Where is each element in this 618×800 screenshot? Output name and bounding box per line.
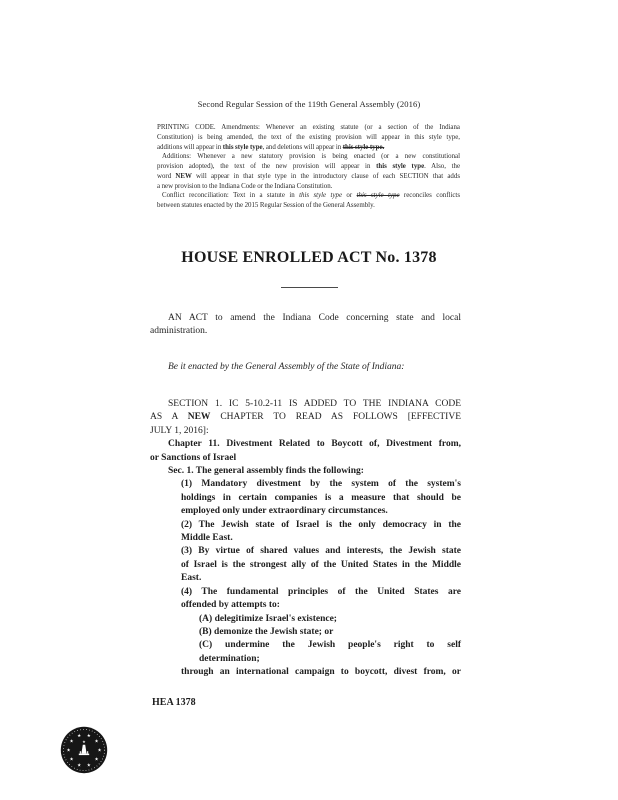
text-segment: (B) demonize the Jewish state; or (199, 626, 334, 637)
text-segment: NEW (175, 172, 192, 180)
text-segment: NEW (187, 412, 211, 423)
doc-line (150, 545, 461, 558)
doc-line (150, 505, 461, 518)
text-segment: this style type (299, 192, 343, 200)
svg-text:★: ★ (82, 738, 86, 744)
svg-text:★: ★ (69, 757, 74, 763)
doc-line (150, 559, 461, 572)
text-segment: Sec. 1. The general assembly finds the following: (168, 466, 364, 477)
doc-line (150, 519, 461, 532)
svg-text:★: ★ (69, 739, 74, 745)
svg-text:★: ★ (66, 748, 71, 754)
doc-line (150, 572, 461, 585)
doc-line (150, 325, 461, 338)
text-segment: provision adopted), the text of the new provision will appear in (157, 163, 377, 170)
text-segment: Additions: Whenever a new statutory provision is being enacted (or a new constitutional (162, 153, 460, 161)
text-segment: (2) The Jewish state of Israel is the only democracy in the (181, 519, 461, 530)
svg-text:★: ★ (77, 763, 82, 769)
doc-line (150, 425, 461, 438)
text-segment: AS A (150, 412, 188, 423)
text-segment: determination; (199, 653, 260, 664)
doc-line (150, 666, 461, 679)
text-segment: East. (181, 573, 202, 584)
printing-code-block (157, 123, 460, 211)
text-segment: additions will appear in (157, 143, 223, 151)
text-segment: Middle East. (181, 533, 233, 544)
enacting-clause: Be it enacted by the General Assembly of the State of Indiana: (168, 362, 405, 372)
text-segment: Conflict reconciliation: Text in a statute in (162, 192, 300, 200)
act-description (150, 312, 461, 339)
text-segment: a new provision to the Indiana Code or the Indiana Constitution. (157, 182, 333, 190)
text-segment: PRINTING CODE. Amendments: Whenever an existing statute (or a section of the Indiana (157, 124, 460, 131)
bill-body (150, 398, 461, 680)
svg-text:★: ★ (77, 733, 82, 739)
text-segment: word (157, 172, 176, 180)
text-segment: , and deletions will appear in (262, 143, 343, 151)
text-segment: this style type. (342, 143, 385, 151)
text-segment: reconciles conflicts (399, 192, 461, 200)
svg-text:★: ★ (97, 748, 102, 754)
doc-line (150, 478, 461, 491)
text-segment: or Sanctions of Israel (150, 452, 237, 463)
text-segment: . Also, the (424, 163, 461, 170)
doc-line (150, 586, 461, 599)
text-segment: AN ACT to amend the Indiana Code concerning state and local (168, 313, 461, 323)
doc-line (150, 653, 461, 666)
doc-line (157, 172, 460, 182)
title-divider (281, 287, 338, 288)
session-header: Second Regular Session of the 119th General Assembly (2016) (197, 99, 421, 109)
doc-line (157, 182, 460, 192)
text-segment: offended by attempts to: (181, 600, 280, 611)
doc-line (157, 143, 460, 153)
state-seal-icon (59, 725, 109, 775)
doc-line (157, 191, 460, 201)
text-segment: between statutes enacted by the 2015 Regular Session of the General Assembly. (157, 202, 375, 209)
doc-line (150, 639, 461, 652)
text-segment: this style type (376, 163, 425, 170)
doc-line (150, 465, 461, 478)
doc-line (150, 438, 461, 451)
text-segment: will appear in that style type in the introductory clause of each SECTION that adds (191, 172, 461, 180)
text-segment: (4) The fundamental principles of the United States are (181, 586, 461, 597)
text-segment: SECTION 1. IC 5-10.2-11 IS ADDED TO THE INDIANA CODE (168, 399, 461, 409)
svg-text:★: ★ (86, 733, 91, 739)
text-segment: Constitution) is being amended, the text of the existing provision will appear in this style type, (157, 133, 460, 141)
doc-line (157, 162, 460, 172)
svg-text:★: ★ (94, 757, 99, 763)
doc-line (157, 152, 460, 162)
doc-line (157, 201, 460, 211)
text-segment: (1) Mandatory divestment by the system of the system's (181, 479, 461, 490)
text-segment: Chapter 11. Divestment Related to Boycott of, Divestment from, (168, 439, 461, 450)
text-segment: through an international campaign to boycott, divest from, or (181, 667, 461, 678)
text-segment: this style type (356, 192, 400, 200)
doc-line (150, 613, 461, 626)
act-title: HOUSE ENROLLED ACT No. 1378 (181, 249, 437, 266)
page-footer-code: HEA 1378 (152, 697, 196, 708)
doc-line (150, 532, 461, 545)
svg-text:★: ★ (94, 739, 99, 745)
doc-line (157, 133, 460, 143)
text-segment: (3) By virtue of shared values and interests, the Jewish state (181, 546, 461, 557)
text-segment: (C) undermine the Jewish people's right to self (199, 640, 461, 651)
text-segment: employed only under extraordinary circumstances. (181, 506, 388, 517)
text-segment: CHAPTER TO READ AS FOLLOWS [EFFECTIVE (210, 412, 461, 423)
doc-line (150, 398, 461, 411)
text-segment: of Israel is the strongest ally of the United States in the Middle (181, 559, 461, 570)
doc-line (157, 123, 460, 133)
text-segment: or (342, 192, 357, 200)
text-segment: (A) delegitimize Israel's existence; (199, 613, 337, 624)
doc-line (150, 452, 461, 465)
doc-line (150, 312, 461, 325)
doc-line (150, 411, 461, 424)
text-segment: this style type (222, 143, 263, 151)
text-segment: administration. (150, 326, 208, 337)
text-segment: holdings in certain companies is a measure that should be (181, 492, 461, 503)
doc-line (150, 599, 461, 612)
doc-line (150, 492, 461, 505)
svg-text:★: ★ (86, 763, 91, 769)
text-segment: JULY 1, 2016]: (150, 425, 209, 436)
doc-line (150, 626, 461, 639)
